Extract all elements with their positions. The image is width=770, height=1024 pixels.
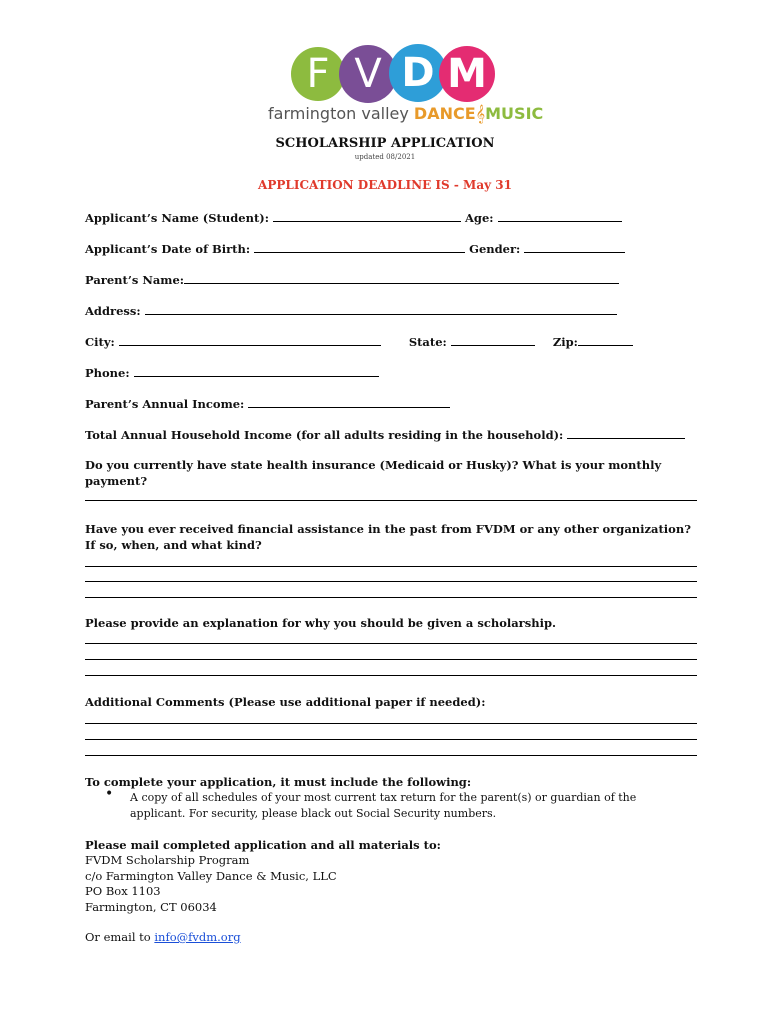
logo-letter-m: M bbox=[439, 46, 495, 102]
mailing-line-3: PO Box 1103 bbox=[85, 884, 161, 898]
mailing-line-2: c/o Farmington Valley Dance & Music, LLC bbox=[85, 868, 337, 883]
logo-tagline-dance: DANCE bbox=[413, 104, 476, 123]
state-label: State: bbox=[408, 335, 447, 349]
assistance-answer-line[interactable] bbox=[85, 581, 697, 582]
age-label: Age: bbox=[464, 211, 494, 225]
form-title: SCHOLARSHIP APPLICATION bbox=[275, 136, 495, 151]
bullet-icon: • bbox=[105, 786, 114, 802]
application-deadline: APPLICATION DEADLINE IS - May 31 bbox=[258, 178, 512, 192]
gender-field[interactable] bbox=[524, 240, 625, 253]
assistance-answer-line[interactable] bbox=[85, 597, 697, 598]
comments-answer-line[interactable] bbox=[85, 755, 697, 756]
parent-income-field[interactable] bbox=[248, 395, 450, 408]
address-field[interactable] bbox=[145, 302, 617, 315]
parent-name-field[interactable] bbox=[184, 271, 619, 284]
gender-label: Gender: bbox=[469, 242, 521, 256]
phone-row bbox=[85, 364, 379, 380]
mailing-line-1: FVDM Scholarship Program bbox=[85, 853, 250, 867]
mailing-heading: Please mail completed application and all materials to: bbox=[85, 838, 441, 852]
comments-answer-line[interactable] bbox=[85, 723, 697, 724]
state-field[interactable] bbox=[451, 333, 535, 346]
parent-income-row bbox=[85, 395, 450, 411]
logo-tagline-music: MUSIC bbox=[485, 104, 544, 123]
comments-answer-line[interactable] bbox=[85, 739, 697, 740]
applicant-name-row bbox=[85, 209, 622, 225]
mailing-address bbox=[85, 853, 337, 915]
treble-clef-icon: 𝄞 bbox=[475, 104, 486, 123]
explanation-answer-line[interactable] bbox=[85, 675, 697, 676]
email-link[interactable]: info@fvdm.org bbox=[154, 930, 241, 944]
phone-field[interactable] bbox=[134, 364, 379, 377]
applicant-name-field[interactable] bbox=[273, 209, 461, 222]
explanation-answer-line[interactable] bbox=[85, 643, 697, 644]
logo-letter-v: V bbox=[339, 45, 397, 103]
requirements-item-text: A copy of all schedules of your most current tax return for the parent(s) or guardian of the applicant. For security, please black out Social Security numbers. bbox=[130, 791, 637, 820]
logo-letter-d: D bbox=[389, 44, 447, 102]
address-row bbox=[85, 302, 617, 318]
logo-tagline-farmington: farmington valley bbox=[268, 104, 414, 123]
city-field[interactable] bbox=[119, 333, 381, 346]
household-income-label: Total Annual Household Income (for all adults residing in the household): bbox=[85, 428, 564, 442]
parent-name-row bbox=[85, 271, 619, 287]
insurance-answer-line[interactable] bbox=[85, 500, 697, 501]
assistance-question: Have you ever received financial assistance in the past from FVDM or any other organization? If so, when, and what kind? bbox=[85, 522, 691, 552]
zip-field[interactable] bbox=[578, 333, 633, 346]
logo-tagline bbox=[268, 104, 544, 124]
phone-label: Phone: bbox=[85, 366, 130, 380]
applicant-name-label: Applicant’s Name (Student): bbox=[85, 211, 269, 225]
household-income-row bbox=[85, 426, 685, 442]
parent-name-label: Parent’s Name: bbox=[85, 273, 185, 287]
dob-label: Applicant’s Date of Birth: bbox=[85, 242, 251, 256]
explanation-answer-line[interactable] bbox=[85, 659, 697, 660]
city-label: City: bbox=[85, 335, 115, 349]
logo-letter-f: F bbox=[291, 47, 345, 101]
dob-row bbox=[85, 240, 625, 256]
parent-income-label: Parent’s Annual Income: bbox=[85, 397, 245, 411]
city-state-zip-row bbox=[85, 333, 633, 349]
zip-label: Zip: bbox=[552, 335, 578, 349]
explanation-question: Please provide an explanation for why you should be given a scholarship. bbox=[85, 616, 556, 630]
insurance-question: Do you currently have state health insurance (Medicaid or Husky)? What is your monthly payment? bbox=[85, 458, 662, 488]
address-label: Address: bbox=[85, 304, 141, 318]
email-prefix: Or email to bbox=[85, 930, 155, 944]
mailing-line-4: Farmington, CT 06034 bbox=[85, 899, 217, 914]
household-income-field[interactable] bbox=[567, 426, 685, 439]
email-line bbox=[85, 930, 241, 946]
requirements-heading: To complete your application, it must include the following: bbox=[85, 775, 472, 789]
fvdm-logo bbox=[268, 44, 544, 136]
comments-question: Additional Comments (Please use additional paper if needed): bbox=[85, 695, 486, 709]
updated-date: updated 08/2021 bbox=[354, 153, 416, 161]
assistance-answer-line[interactable] bbox=[85, 566, 697, 567]
age-field[interactable] bbox=[498, 209, 622, 222]
dob-field[interactable] bbox=[254, 240, 465, 253]
